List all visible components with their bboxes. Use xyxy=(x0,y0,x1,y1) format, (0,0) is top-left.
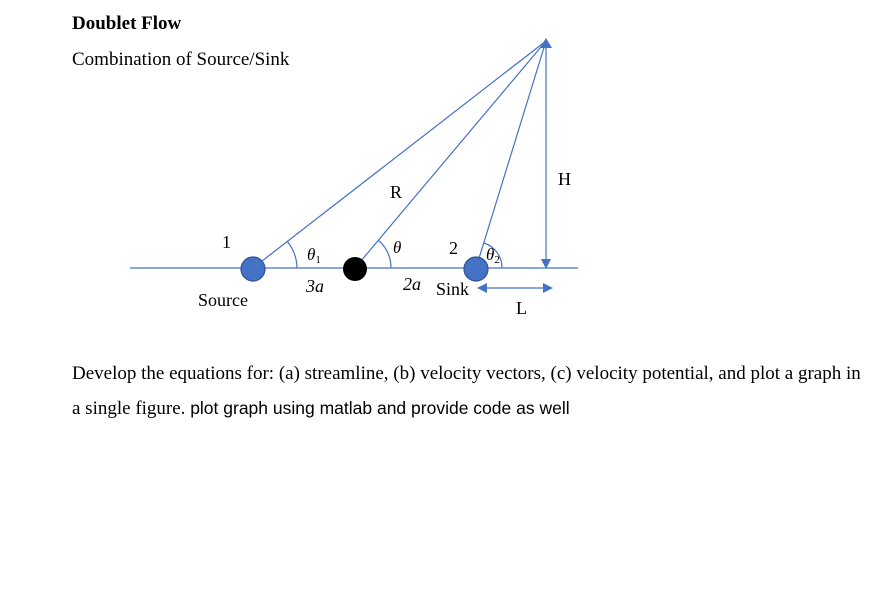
label-3a: 3a xyxy=(306,276,324,296)
page-subtitle: Combination of Source/Sink xyxy=(72,49,290,70)
arc-theta xyxy=(378,240,391,268)
label-theta: θ xyxy=(393,238,402,257)
label-source: Source xyxy=(198,290,248,310)
source-point xyxy=(241,257,265,281)
apex-arrowhead xyxy=(540,38,552,48)
sink-point xyxy=(464,257,488,281)
line-source-to-apex xyxy=(253,41,546,268)
label-sink: Sink xyxy=(436,279,470,299)
label-2a: 2a xyxy=(403,274,421,294)
label-H: H xyxy=(558,169,571,189)
length-arrowhead-right xyxy=(543,283,553,293)
question-sans: plot graph using matlab and provide code as well xyxy=(190,398,570,418)
line-sink-to-apex xyxy=(476,41,546,268)
question-text xyxy=(72,357,862,426)
label-theta2: θ2 xyxy=(486,245,500,266)
label-theta1: θ1 xyxy=(307,245,321,266)
center-point xyxy=(343,257,367,281)
label-point-2: 2 xyxy=(449,238,458,258)
arc-theta1 xyxy=(287,241,297,268)
label-R: R xyxy=(390,182,403,202)
line-R xyxy=(355,41,546,268)
label-point-1: 1 xyxy=(222,232,231,252)
page-title: Doublet Flow xyxy=(72,13,182,34)
question-serif: Develop the equations for: (a) streamline, (b) velocity vectors, (c) velocity potential, and plot a graph in a single figure. xyxy=(72,363,861,419)
length-arrowhead-left xyxy=(477,283,487,293)
label-L: L xyxy=(516,298,527,318)
